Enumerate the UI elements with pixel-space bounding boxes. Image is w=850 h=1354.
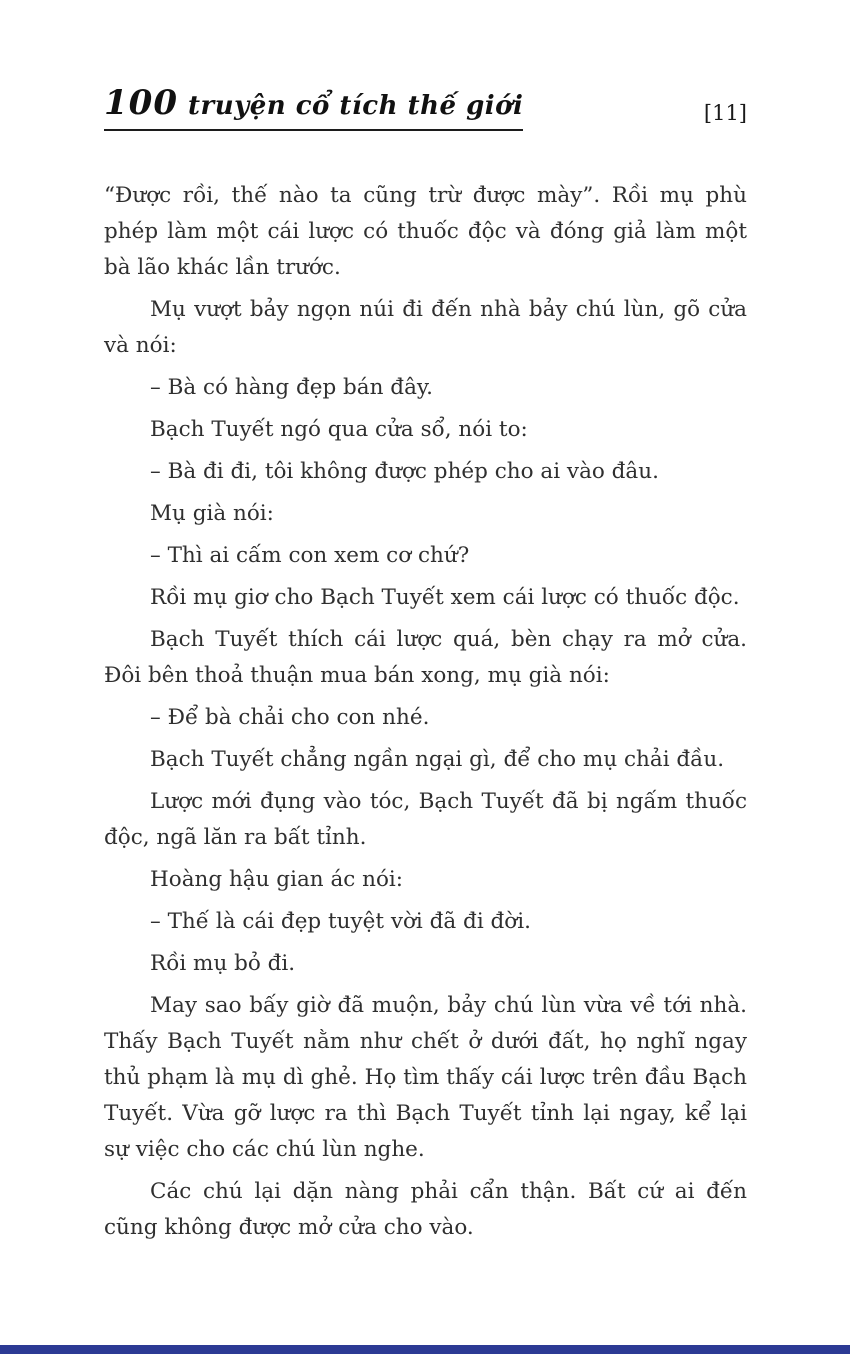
paragraph: Rồi mụ giơ cho Bạch Tuyết xem cái lược có thuốc độc. [150,585,740,610]
body-text [104,178,747,1246]
logo-number: 100 [104,83,178,123]
paragraph: Mụ già nói: [150,501,274,526]
paragraph: Bạch Tuyết ngó qua cửa sổ, nói to: [150,417,528,442]
paragraph: Rồi mụ bỏ đi. [150,951,296,976]
paragraph: Bạch Tuyết chẳng ngần ngại gì, để cho mụ chải đầu. [150,747,725,772]
paragraph: Mụ vượt bảy ngọn núi đi đến nhà bảy chú lùn, gõ cửa và nói: [104,297,747,358]
book-series-logo [104,83,524,131]
footer-bar [0,1345,850,1354]
page-header [104,83,747,131]
paragraph: – Bà đi đi, tôi không được phép cho ai vào đâu. [150,459,659,484]
paragraph: Hoàng hậu gian ác nói: [150,867,404,892]
logo-title: truyện cổ tích thế giới [187,91,524,121]
page-number: [11] [703,101,747,125]
paragraph: Lược mới đụng vào tóc, Bạch Tuyết đã bị ngấm thuốc độc, ngã lăn ra bất tỉnh. [104,789,747,850]
paragraph: Các chú lại dặn nàng phải cẩn thận. Bất cứ ai đến cũng không được mở cửa cho vào. [104,1179,747,1240]
paragraph: “Được rồi, thế nào ta cũng trừ được mày”. Rồi mụ phù phép làm một cái lược có thuốc độc và đóng giả làm một bà lão khác lần trước. [104,183,747,280]
paragraph: – Bà có hàng đẹp bán đây. [150,375,434,400]
paragraph: – Để bà chải cho con nhé. [150,705,430,730]
paragraph: – Thì ai cấm con xem cơ chứ? [150,543,470,568]
paragraph: May sao bấy giờ đã muộn, bảy chú lùn vừa về tới nhà. Thấy Bạch Tuyết nằm như chết ở dưới đất, họ nghĩ ngay thủ phạm là mụ dì ghẻ. Họ tìm thấy cái lược trên đầu Bạch Tuyết. Vừa gỡ lược ra thì Bạch Tuyết tỉnh lại ngay, kể lại sự việc cho các chú lùn nghe. [104,993,747,1162]
paragraph: – Thế là cái đẹp tuyệt vời đã đi đời. [150,909,531,934]
paragraph: Bạch Tuyết thích cái lược quá, bèn chạy ra mở cửa. Đôi bên thoả thuận mua bán xong, mụ già nói: [104,627,747,688]
